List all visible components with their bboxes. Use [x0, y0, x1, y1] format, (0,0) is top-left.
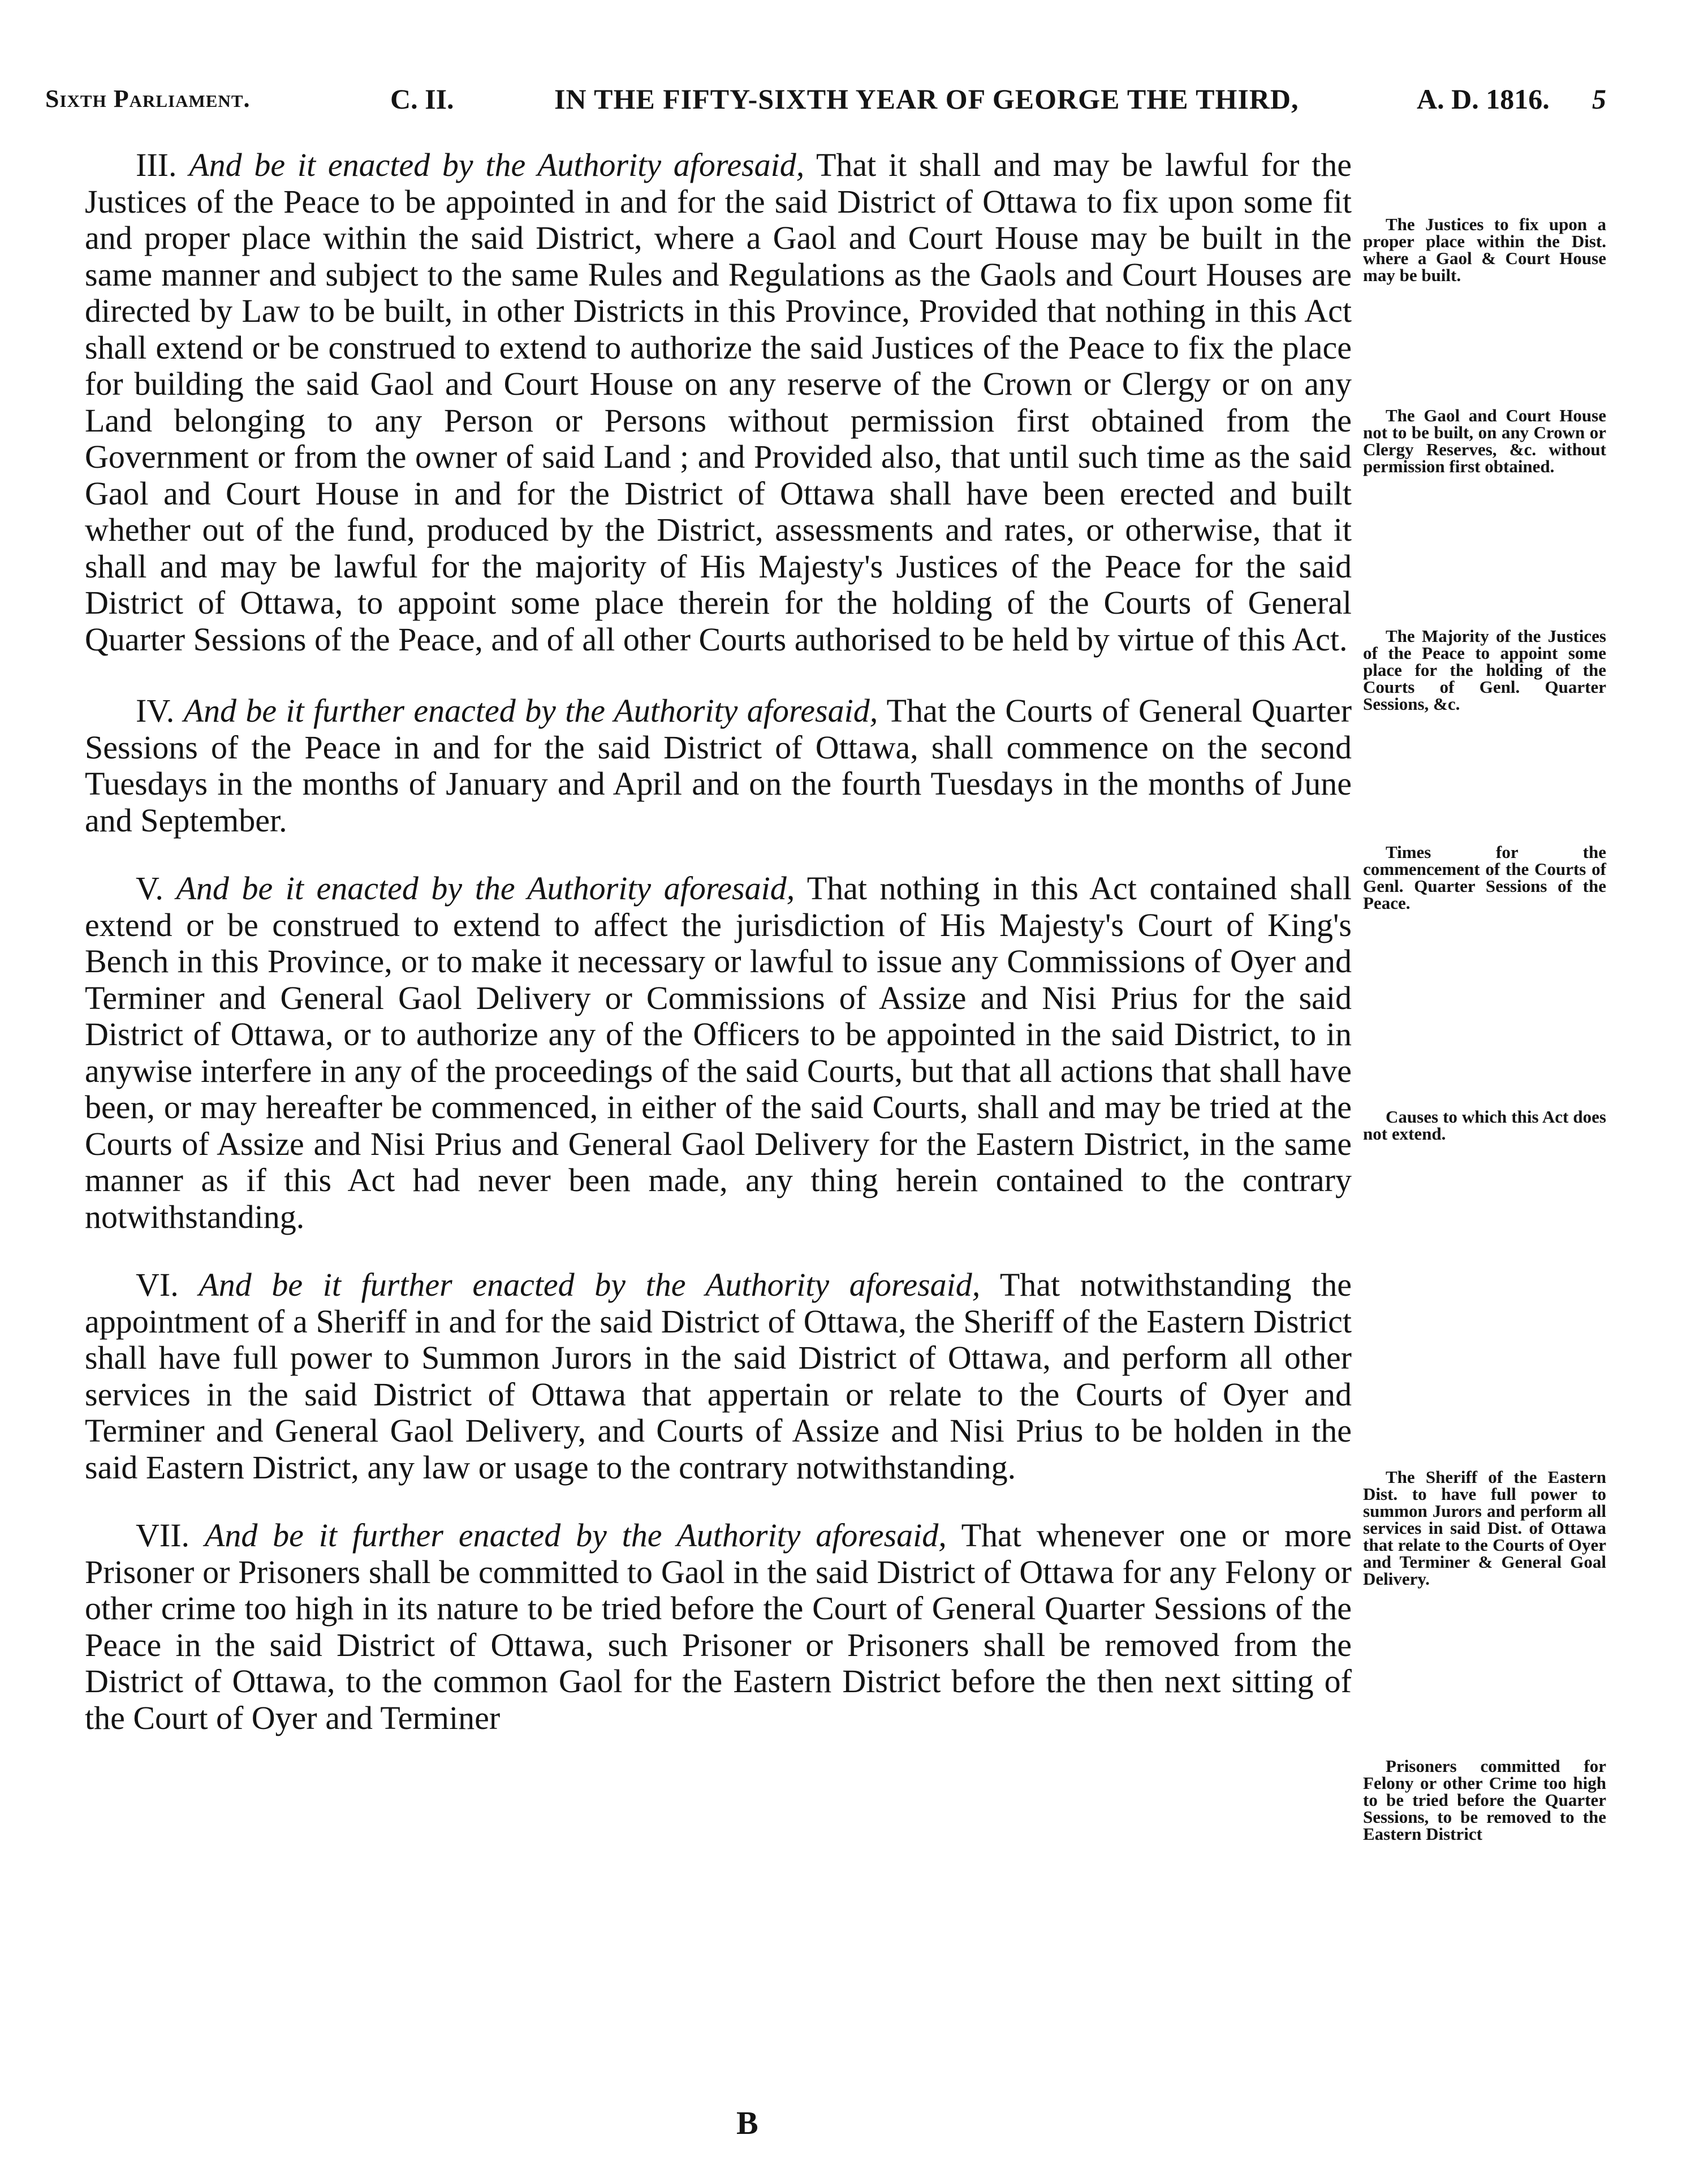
- section-number: IV.: [136, 692, 175, 729]
- margin-note: Prisoners committed for Felony or other Crime too high to be tried before the Quarter Sessions, to be removed to the Eastern District: [1363, 1756, 1606, 1844]
- section-vii: [85, 1517, 1352, 1736]
- header-chapter: C. II.: [390, 83, 454, 115]
- header-year-ad: A. D. 1816.: [1417, 83, 1550, 115]
- enacting-clause: And be it further enacted by the Authority aforesaid,: [204, 1517, 947, 1554]
- main-text-column: [85, 147, 1352, 1736]
- section-iv: [85, 693, 1352, 839]
- section-v: [85, 870, 1352, 1235]
- section-number: III.: [136, 146, 177, 183]
- section-body: That whenever one or more Prisoner or Prisoners shall be committed to Gaol in the said District of Ottawa for any Felony or other crime too high in its nature to be tried before the Court of General Quarter Sessions of the Peace in the said District of Ottawa, such Prisoner or Prisoners shall be removed from the District of Ottawa, to the common Gaol for the Eastern District before the then next sitting of the Court of Oyer and Terminer: [85, 1517, 1352, 1736]
- margin-note: Times for the commencement of the Courts of Genl. Quarter Sessions of the Peace.: [1363, 842, 1606, 913]
- page-number: 5: [1592, 83, 1606, 115]
- margin-note: The Majority of the Justices of the Peace to appoint some place for the holding of the Courts of Genl. Quarter Sessions, &c.: [1363, 626, 1606, 714]
- margin-note: The Sheriff of the Eastern Dist. to have full power to summon Jurors and perform all services in said Dist. of Ottawa that relate to the Courts of Oyer and Terminer & General Goal Delivery.: [1363, 1467, 1606, 1589]
- header-regnal-year: IN THE FIFTY-SIXTH YEAR OF GEORGE THE THIRD,: [554, 83, 1299, 115]
- header-parliament: Sixth Parliament.: [45, 85, 251, 113]
- enacting-clause: And be it further enacted by the Authority aforesaid,: [199, 1266, 981, 1303]
- signature-mark: B: [736, 2104, 758, 2141]
- section-number: VII.: [136, 1517, 190, 1554]
- margin-note: The Gaol and Court House not to be built, on any Crown or Clergy Reserves, &c. without permission first obtained.: [1363, 406, 1606, 476]
- section-body: That nothing in this Act contained shall extend or be construed to extend to affect the jurisdiction of His Majesty's Court of King's Bench in this Province, or to make it necessary or lawful to issue any Commissions of Oyer and Terminer and General Gaol Delivery or Commissions of Assize and Nisi Prius for the said District of Ottawa, or to authorize any of the Officers to be appointed in the said District, to in anywise interfere in any of the proceedings of the said Courts, but that all actions that shall have been, or may hereafter be commenced, in either of the said Courts, shall and may be tried at the Courts of Assize and Nisi Prius and General Gaol Delivery for the Eastern District, in the same manner as if this Act had never been made, any thing herein contained to the contrary notwithstanding.: [85, 870, 1352, 1235]
- section-vi: [85, 1267, 1352, 1486]
- enacting-clause: And be it further enacted by the Authority aforesaid,: [183, 692, 878, 729]
- margin-note: Causes to which this Act does not extend.: [1363, 1107, 1606, 1144]
- section-body: That notwithstanding the appointment of a Sheriff in and for the said District of Ottawa, the Sheriff of the Eastern District shall have full power to Summon Jurors in the said District of Ottawa, and perform all other services in the said District of Ottawa that appertain or relate to the Courts of Oyer and Terminer and General Gaol Delivery, and Courts of Assize and Nisi Prius to be holden in the said Eastern District, any law or usage to the contrary notwithstanding.: [85, 1266, 1352, 1486]
- section-number: VI.: [136, 1266, 179, 1303]
- section-body: That the Courts of General Quarter Sessions of the Peace in and for the said District of Ottawa, shall commence on the second Tuesdays in the months of January and April and on the fourth Tuesdays in the months of June and September.: [85, 692, 1352, 839]
- margin-note: The Justices to fix upon a proper place within the Dist. where a Gaol & Court House may be built.: [1363, 214, 1606, 285]
- running-header: [45, 79, 1618, 124]
- section-body: That it shall and may be lawful for the Justices of the Peace to be appointed in and for the said District of Ottawa to fix upon some fit and proper place within the said District, where a Gaol and Court House may be built in the same manner and subject to the same Rules and Regulations as the Gaols and Court Houses are directed by Law to be built, in other Districts in this Province, Provided that nothing in this Act shall extend or be construed to extend to authorize the said Justices of the Peace to fix the place for building the said Gaol and Court House on any reserve of the Crown or Clergy or on any Land belonging to any Person or Persons without permission first obtained from the Government or from the owner of said Land ; and Provided also, that until such time as the said Gaol and Court House in and for the District of Ottawa shall have been erected and built whether out of the fund, produced by the District, assessments and rates, or otherwise, that it shall and may be lawful for the majority of His Majesty's Justices of the Peace for the said District of Ottawa, to appoint some place therein for the holding of the Courts of General Quarter Sessions of the Peace, and of all other Courts authorised to be held by virtue of this Act.: [85, 146, 1352, 658]
- section-iii: [85, 147, 1352, 658]
- enacting-clause: And be it enacted by the Authority aforesaid,: [189, 146, 805, 183]
- enacting-clause: And be it enacted by the Authority aforesaid,: [176, 870, 795, 907]
- section-number: V.: [136, 870, 163, 907]
